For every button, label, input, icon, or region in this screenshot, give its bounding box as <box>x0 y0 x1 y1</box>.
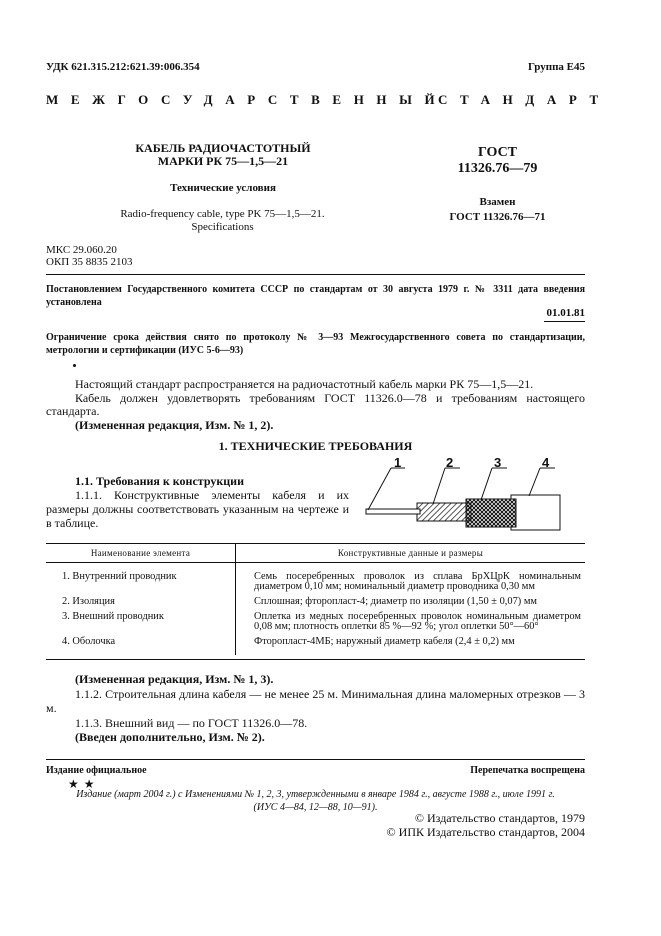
gost-block <box>430 145 565 177</box>
amendment-1-3: (Измененная редакция, Изм. № 1, 3). <box>75 672 274 686</box>
cell-element-name: 3. Внешний проводник <box>46 611 236 636</box>
title-line-2: МАРКИ РК 75—1,5—21 <box>157 154 289 168</box>
paragraph-1-1-1: 1.1.1. Конструктивные элементы кабеля и их размеры должны соответствовать указанным на чертеже и в таблице. <box>46 488 349 530</box>
cell-design-data: Семь посеребренных проволок из сплава БрХЦрК номинальным диаметром 0,10 мм; номинальный диаметр проводника 0,30 мм <box>254 571 581 592</box>
mks-code: МКС 29.060.20 <box>46 244 117 256</box>
leader-line-4 <box>529 468 540 496</box>
edition-note-line-2: (ИУС 4—84, 12—88, 10—91). <box>253 802 378 813</box>
table-row <box>46 636 585 655</box>
copyright-2004: © ИПК Издательство стандартов, 2004 <box>386 825 585 839</box>
star-marks: ★ ★ <box>68 777 96 791</box>
leader-line-1 <box>368 468 391 510</box>
table-row <box>46 596 585 611</box>
amendment-2: (Введен дополнительно, Изм. № 2). <box>75 730 265 744</box>
inner-conductor <box>366 509 420 514</box>
sheath-layer <box>511 495 560 530</box>
restriction-text: Ограничение срока действия снято по протоколу № 3—93 Межгосударственного совета по стандартизации, метрологии и сертификации (ИУС 5-6—93) <box>46 332 585 356</box>
gost-label: ГОСТ <box>477 145 518 160</box>
cell-design-data: Фторопласт-4МБ; наружный диаметр кабеля (2,4 ± 0,2) мм <box>254 636 515 647</box>
diagram-label-3: 3 <box>494 458 502 470</box>
english-title-line-1: Radio-frequency cable, type PK 75—1,5—21. <box>120 208 325 220</box>
paragraph-1-1-2: 1.1.2. Строительная длина кабеля — не менее 25 м. Минимальная длина маломерных отрезков — 3 м. <box>46 686 585 715</box>
copyright-block <box>387 811 585 839</box>
diagram-label-4: 4 <box>542 458 550 470</box>
header-element-name: Наименование элемента <box>46 544 236 563</box>
bullet-dot <box>73 364 76 367</box>
table-bottom-rule <box>46 659 585 660</box>
date-underline <box>544 321 585 322</box>
table-row <box>46 563 585 597</box>
intro-amendment: (Измененная редакция, Изм. № 1, 2). <box>75 417 274 432</box>
cell-element-name: 4. Оболочка <box>46 636 236 655</box>
divider <box>46 274 585 275</box>
copyright-1979: © Издательство стандартов, 1979 <box>414 811 585 825</box>
banner-standard: СТАНДАРТ <box>438 92 611 107</box>
english-title-line-2: Specifications <box>191 221 254 233</box>
okp-code: ОКП 35 8835 2103 <box>46 256 133 268</box>
introduction <box>46 378 585 432</box>
diagram-label-1: 1 <box>394 458 402 470</box>
diagram-label-2: 2 <box>446 458 454 470</box>
insulation-layer <box>417 503 471 521</box>
replaces-standard: ГОСТ 11326.76—71 <box>449 211 546 223</box>
after-table-text <box>46 672 585 745</box>
intro-paragraph-2: Кабель должен удовлетворять требованиям ГОСТ 11326.0—78 и требованиям настоящего стандарта. <box>46 390 585 418</box>
table-row <box>46 611 585 636</box>
introduction-date: 01.01.81 <box>546 307 585 319</box>
cell-design-data: Оплетка из медных посеребренных проволок номинальным диаметром 0,08 мм; плотность оплетки 85 %—92 %; угол оплетки 50°—60° <box>254 611 581 632</box>
leader-line-3 <box>481 468 492 500</box>
leader-line-2 <box>433 468 445 504</box>
edition-note-line-1: Издание (март 2004 г.) с Изменениями № 1, 2, 3, утвержденными в январе 1984 г., августе 1988 г., июле 1991 г. <box>76 789 555 800</box>
intro-paragraph-1: Настоящий стандарт распространяется на радиочастотный кабель марки РК 75—1,5—21. <box>75 377 534 391</box>
official-edition: Издание официальное <box>46 765 147 776</box>
cell-element-name: 1. Внутренний проводник <box>46 563 236 597</box>
cable-diagram <box>360 458 575 534</box>
banner-interstate: МЕЖГОСУДАРСТВЕННЫЙ <box>46 92 448 107</box>
classification-codes <box>46 244 132 268</box>
paragraph-1-1-3: 1.1.3. Внешний вид — по ГОСТ 11326.0—78. <box>75 715 308 730</box>
construction-table <box>46 543 585 655</box>
header-design-data: Конструктивные данные и размеры <box>236 544 586 563</box>
footer-rule <box>46 759 585 760</box>
decree-text: Постановлением Государственного комитета СССР по стандартам от 30 августа 1979 г. № 3311 дата введения установлена <box>46 284 585 308</box>
udk-code: УДК 621.315.212:621.39:006.354 <box>46 61 200 73</box>
gost-number: 11326.76—79 <box>457 161 538 176</box>
replaces-label: Взамен <box>479 196 516 208</box>
english-title <box>90 208 355 234</box>
document-subtitle: Технические условия <box>170 182 276 194</box>
section-heading: 1. ТЕХНИЧЕСКИЕ ТРЕБОВАНИЯ <box>218 439 413 453</box>
reprint-prohibited: Перепечатка воспрещена <box>470 765 585 776</box>
replaces-block <box>430 195 565 225</box>
group-code: Группа Е45 <box>527 61 585 73</box>
subsection-heading: 1.1. Требования к конструкции <box>75 474 245 488</box>
title-line-1: КАБЕЛЬ РАДИОЧАСТОТНЫЙ <box>135 141 311 155</box>
outer-conductor-braid <box>466 499 516 527</box>
document-title <box>108 142 338 168</box>
cell-element-name: 2. Изоляция <box>46 596 236 611</box>
table-header-row <box>46 544 585 563</box>
cell-design-data: Сплошная; фторопласт-4; диаметр по изоляции (1,50 ± 0,07) мм <box>254 596 537 607</box>
